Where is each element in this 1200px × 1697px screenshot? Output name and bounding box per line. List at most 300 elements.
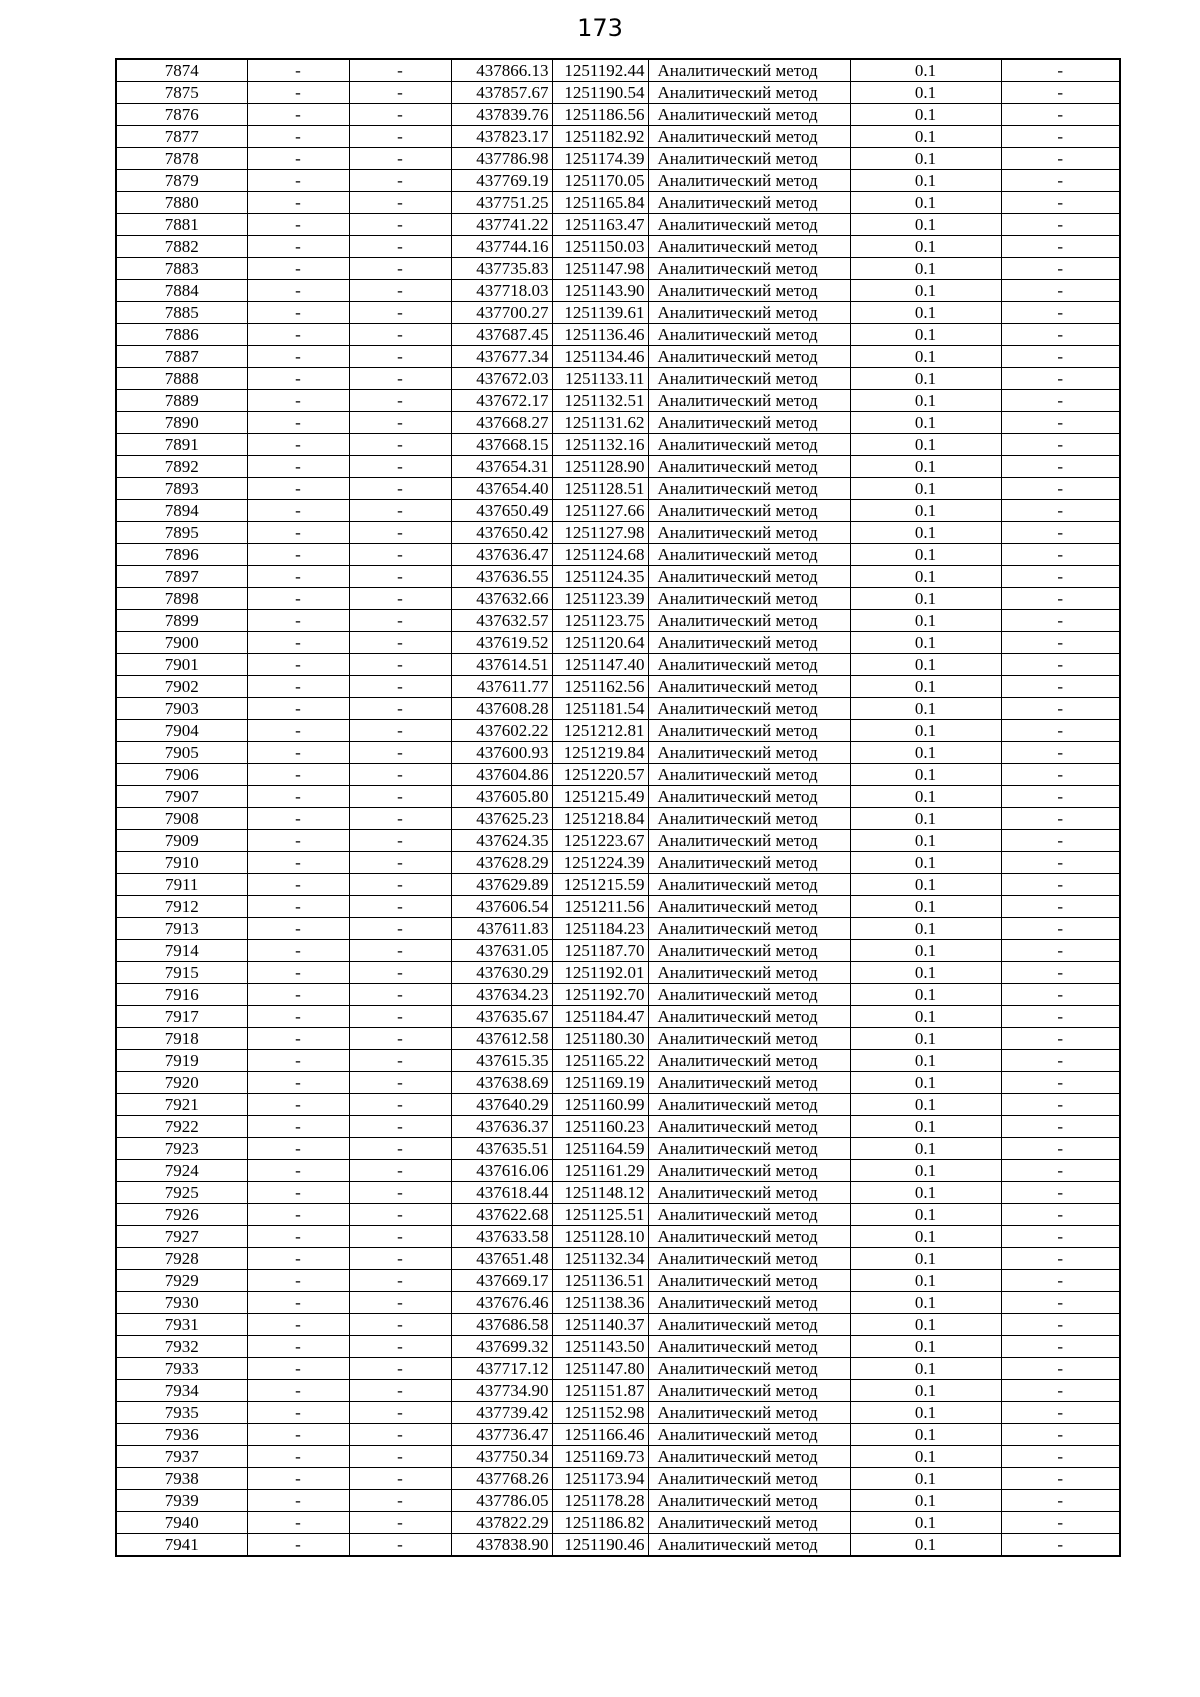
cell-col-8: - — [1001, 984, 1120, 1006]
table-row — [116, 1072, 1120, 1094]
cell-x-coordinate: 437769.19 — [451, 170, 552, 192]
cell-point-number: 7936 — [116, 1424, 247, 1446]
cell-col-3: - — [349, 368, 451, 390]
cell-method: Аналитический метод — [648, 1028, 850, 1050]
cell-x-coordinate: 437786.05 — [451, 1490, 552, 1512]
table-row — [116, 434, 1120, 456]
table-row — [116, 324, 1120, 346]
coordinates-table — [115, 58, 1121, 1557]
cell-point-number: 7888 — [116, 368, 247, 390]
cell-method: Аналитический метод — [648, 390, 850, 412]
cell-x-coordinate: 437638.69 — [451, 1072, 552, 1094]
cell-y-coordinate: 1251187.70 — [552, 940, 648, 962]
cell-x-coordinate: 437632.66 — [451, 588, 552, 610]
cell-method: Аналитический метод — [648, 478, 850, 500]
cell-col-2: - — [247, 808, 349, 830]
cell-method: Аналитический метод — [648, 852, 850, 874]
cell-col-2: - — [247, 500, 349, 522]
cell-x-coordinate: 437619.52 — [451, 632, 552, 654]
table-row — [116, 1050, 1120, 1072]
cell-method: Аналитический метод — [648, 896, 850, 918]
table-row — [116, 214, 1120, 236]
cell-method: Аналитический метод — [648, 1160, 850, 1182]
cell-col-2: - — [247, 610, 349, 632]
cell-accuracy: 0.1 — [850, 280, 1001, 302]
cell-col-8: - — [1001, 434, 1120, 456]
cell-col-8: - — [1001, 610, 1120, 632]
cell-accuracy: 0.1 — [850, 104, 1001, 126]
cell-accuracy: 0.1 — [850, 1204, 1001, 1226]
table-row — [116, 1006, 1120, 1028]
cell-point-number: 7879 — [116, 170, 247, 192]
cell-point-number: 7940 — [116, 1512, 247, 1534]
cell-col-8: - — [1001, 742, 1120, 764]
cell-point-number: 7878 — [116, 148, 247, 170]
cell-point-number: 7916 — [116, 984, 247, 1006]
cell-col-3: - — [349, 258, 451, 280]
cell-point-number: 7876 — [116, 104, 247, 126]
cell-col-8: - — [1001, 148, 1120, 170]
cell-col-3: - — [349, 1358, 451, 1380]
table-row — [116, 1358, 1120, 1380]
cell-method: Аналитический метод — [648, 698, 850, 720]
cell-method: Аналитический метод — [648, 1182, 850, 1204]
cell-y-coordinate: 1251192.44 — [552, 59, 648, 82]
cell-col-2: - — [247, 1270, 349, 1292]
cell-col-3: - — [349, 742, 451, 764]
cell-method: Аналитический метод — [648, 1248, 850, 1270]
cell-method: Аналитический метод — [648, 522, 850, 544]
cell-y-coordinate: 1251134.46 — [552, 346, 648, 368]
cell-x-coordinate: 437633.58 — [451, 1226, 552, 1248]
cell-x-coordinate: 437608.28 — [451, 698, 552, 720]
cell-method: Аналитический метод — [648, 1534, 850, 1557]
cell-method: Аналитический метод — [648, 1226, 850, 1248]
cell-method: Аналитический метод — [648, 59, 850, 82]
cell-y-coordinate: 1251140.37 — [552, 1314, 648, 1336]
cell-y-coordinate: 1251169.19 — [552, 1072, 648, 1094]
cell-point-number: 7890 — [116, 412, 247, 434]
table-row — [116, 566, 1120, 588]
cell-accuracy: 0.1 — [850, 1512, 1001, 1534]
cell-x-coordinate: 437839.76 — [451, 104, 552, 126]
cell-col-8: - — [1001, 896, 1120, 918]
cell-col-8: - — [1001, 654, 1120, 676]
cell-col-3: - — [349, 962, 451, 984]
cell-col-3: - — [349, 1204, 451, 1226]
cell-method: Аналитический метод — [648, 720, 850, 742]
cell-x-coordinate: 437739.42 — [451, 1402, 552, 1424]
cell-point-number: 7897 — [116, 566, 247, 588]
cell-method: Аналитический метод — [648, 1292, 850, 1314]
cell-accuracy: 0.1 — [850, 786, 1001, 808]
cell-col-2: - — [247, 720, 349, 742]
cell-method: Аналитический метод — [648, 1446, 850, 1468]
cell-y-coordinate: 1251132.51 — [552, 390, 648, 412]
table-row — [116, 1490, 1120, 1512]
cell-col-8: - — [1001, 1292, 1120, 1314]
cell-y-coordinate: 1251186.56 — [552, 104, 648, 126]
cell-method: Аналитический метод — [648, 764, 850, 786]
cell-x-coordinate: 437686.58 — [451, 1314, 552, 1336]
cell-y-coordinate: 1251169.73 — [552, 1446, 648, 1468]
table-row — [116, 808, 1120, 830]
cell-point-number: 7899 — [116, 610, 247, 632]
cell-col-8: - — [1001, 1358, 1120, 1380]
cell-x-coordinate: 437634.23 — [451, 984, 552, 1006]
cell-col-8: - — [1001, 1050, 1120, 1072]
cell-accuracy: 0.1 — [850, 896, 1001, 918]
table-row — [116, 742, 1120, 764]
table-row — [116, 1512, 1120, 1534]
cell-col-8: - — [1001, 456, 1120, 478]
cell-col-2: - — [247, 1160, 349, 1182]
page-number: 173 — [577, 14, 623, 42]
cell-col-3: - — [349, 126, 451, 148]
cell-point-number: 7913 — [116, 918, 247, 940]
cell-accuracy: 0.1 — [850, 984, 1001, 1006]
cell-col-2: - — [247, 1336, 349, 1358]
cell-col-3: - — [349, 302, 451, 324]
cell-method: Аналитический метод — [648, 984, 850, 1006]
cell-y-coordinate: 1251138.36 — [552, 1292, 648, 1314]
cell-col-2: - — [247, 830, 349, 852]
table-row — [116, 1402, 1120, 1424]
cell-col-2: - — [247, 698, 349, 720]
table-row — [116, 1314, 1120, 1336]
cell-method: Аналитический метод — [648, 170, 850, 192]
cell-col-2: - — [247, 302, 349, 324]
cell-col-3: - — [349, 940, 451, 962]
cell-col-8: - — [1001, 1270, 1120, 1292]
cell-y-coordinate: 1251139.61 — [552, 302, 648, 324]
cell-method: Аналитический метод — [648, 1072, 850, 1094]
cell-accuracy: 0.1 — [850, 59, 1001, 82]
cell-x-coordinate: 437654.31 — [451, 456, 552, 478]
cell-point-number: 7919 — [116, 1050, 247, 1072]
cell-col-3: - — [349, 390, 451, 412]
cell-point-number: 7917 — [116, 1006, 247, 1028]
cell-y-coordinate: 1251152.98 — [552, 1402, 648, 1424]
cell-x-coordinate: 437629.89 — [451, 874, 552, 896]
cell-col-2: - — [247, 1072, 349, 1094]
cell-point-number: 7932 — [116, 1336, 247, 1358]
cell-y-coordinate: 1251165.22 — [552, 1050, 648, 1072]
cell-accuracy: 0.1 — [850, 324, 1001, 346]
table-row — [116, 896, 1120, 918]
cell-y-coordinate: 1251186.82 — [552, 1512, 648, 1534]
cell-col-8: - — [1001, 1402, 1120, 1424]
cell-accuracy: 0.1 — [850, 654, 1001, 676]
cell-col-8: - — [1001, 698, 1120, 720]
cell-col-2: - — [247, 170, 349, 192]
cell-x-coordinate: 437677.34 — [451, 346, 552, 368]
cell-col-8: - — [1001, 786, 1120, 808]
cell-col-8: - — [1001, 1446, 1120, 1468]
cell-point-number: 7914 — [116, 940, 247, 962]
cell-x-coordinate: 437640.29 — [451, 1094, 552, 1116]
cell-x-coordinate: 437786.98 — [451, 148, 552, 170]
cell-accuracy: 0.1 — [850, 1028, 1001, 1050]
cell-y-coordinate: 1251190.46 — [552, 1534, 648, 1557]
cell-method: Аналитический метод — [648, 104, 850, 126]
cell-x-coordinate: 437751.25 — [451, 192, 552, 214]
cell-col-3: - — [349, 1424, 451, 1446]
cell-col-3: - — [349, 896, 451, 918]
cell-col-3: - — [349, 478, 451, 500]
cell-y-coordinate: 1251128.51 — [552, 478, 648, 500]
cell-method: Аналитический метод — [648, 1380, 850, 1402]
cell-col-3: - — [349, 874, 451, 896]
cell-x-coordinate: 437672.17 — [451, 390, 552, 412]
cell-col-3: - — [349, 59, 451, 82]
cell-x-coordinate: 437600.93 — [451, 742, 552, 764]
cell-point-number: 7874 — [116, 59, 247, 82]
cell-y-coordinate: 1251150.03 — [552, 236, 648, 258]
cell-col-8: - — [1001, 874, 1120, 896]
cell-accuracy: 0.1 — [850, 720, 1001, 742]
cell-x-coordinate: 437700.27 — [451, 302, 552, 324]
cell-col-3: - — [349, 852, 451, 874]
cell-x-coordinate: 437668.27 — [451, 412, 552, 434]
table-row — [116, 390, 1120, 412]
cell-method: Аналитический метод — [648, 1358, 850, 1380]
cell-accuracy: 0.1 — [850, 1534, 1001, 1557]
cell-accuracy: 0.1 — [850, 1446, 1001, 1468]
cell-method: Аналитический метод — [648, 676, 850, 698]
cell-method: Аналитический метод — [648, 1270, 850, 1292]
cell-method: Аналитический метод — [648, 962, 850, 984]
cell-accuracy: 0.1 — [850, 82, 1001, 104]
cell-method: Аналитический метод — [648, 214, 850, 236]
cell-point-number: 7875 — [116, 82, 247, 104]
cell-y-coordinate: 1251131.62 — [552, 412, 648, 434]
cell-point-number: 7929 — [116, 1270, 247, 1292]
cell-col-3: - — [349, 148, 451, 170]
cell-col-8: - — [1001, 1314, 1120, 1336]
cell-y-coordinate: 1251215.49 — [552, 786, 648, 808]
cell-y-coordinate: 1251184.23 — [552, 918, 648, 940]
cell-point-number: 7933 — [116, 1358, 247, 1380]
cell-col-3: - — [349, 1270, 451, 1292]
cell-x-coordinate: 437654.40 — [451, 478, 552, 500]
table-row — [116, 104, 1120, 126]
cell-method: Аналитический метод — [648, 412, 850, 434]
cell-point-number: 7941 — [116, 1534, 247, 1557]
cell-accuracy: 0.1 — [850, 1072, 1001, 1094]
cell-accuracy: 0.1 — [850, 434, 1001, 456]
table-row — [116, 1380, 1120, 1402]
cell-col-2: - — [247, 1314, 349, 1336]
cell-col-2: - — [247, 1380, 349, 1402]
cell-col-8: - — [1001, 1512, 1120, 1534]
cell-accuracy: 0.1 — [850, 1138, 1001, 1160]
cell-accuracy: 0.1 — [850, 456, 1001, 478]
cell-x-coordinate: 437717.12 — [451, 1358, 552, 1380]
cell-x-coordinate: 437625.23 — [451, 808, 552, 830]
table-row — [116, 170, 1120, 192]
cell-method: Аналитический метод — [648, 1336, 850, 1358]
cell-accuracy: 0.1 — [850, 1050, 1001, 1072]
cell-col-2: - — [247, 786, 349, 808]
cell-x-coordinate: 437736.47 — [451, 1424, 552, 1446]
cell-method: Аналитический метод — [648, 1402, 850, 1424]
cell-accuracy: 0.1 — [850, 1402, 1001, 1424]
cell-accuracy: 0.1 — [850, 742, 1001, 764]
cell-x-coordinate: 437630.29 — [451, 962, 552, 984]
cell-y-coordinate: 1251160.23 — [552, 1116, 648, 1138]
cell-accuracy: 0.1 — [850, 1380, 1001, 1402]
cell-x-coordinate: 437622.68 — [451, 1204, 552, 1226]
cell-col-3: - — [349, 984, 451, 1006]
cell-x-coordinate: 437822.29 — [451, 1512, 552, 1534]
table-row — [116, 1094, 1120, 1116]
cell-col-8: - — [1001, 1380, 1120, 1402]
cell-col-8: - — [1001, 214, 1120, 236]
cell-accuracy: 0.1 — [850, 1424, 1001, 1446]
cell-col-3: - — [349, 104, 451, 126]
cell-col-3: - — [349, 82, 451, 104]
cell-accuracy: 0.1 — [850, 566, 1001, 588]
cell-method: Аналитический метод — [648, 1314, 850, 1336]
cell-point-number: 7887 — [116, 346, 247, 368]
cell-col-3: - — [349, 544, 451, 566]
cell-col-2: - — [247, 148, 349, 170]
cell-x-coordinate: 437744.16 — [451, 236, 552, 258]
table-row — [116, 764, 1120, 786]
cell-col-3: - — [349, 786, 451, 808]
cell-method: Аналитический метод — [648, 808, 850, 830]
cell-col-2: - — [247, 1402, 349, 1424]
cell-accuracy: 0.1 — [850, 500, 1001, 522]
cell-y-coordinate: 1251128.10 — [552, 1226, 648, 1248]
cell-col-2: - — [247, 1446, 349, 1468]
cell-col-8: - — [1001, 258, 1120, 280]
cell-col-3: - — [349, 1006, 451, 1028]
cell-col-2: - — [247, 1490, 349, 1512]
cell-method: Аналитический метод — [648, 588, 850, 610]
cell-col-8: - — [1001, 390, 1120, 412]
cell-method: Аналитический метод — [648, 742, 850, 764]
cell-accuracy: 0.1 — [850, 1006, 1001, 1028]
cell-col-8: - — [1001, 302, 1120, 324]
cell-col-8: - — [1001, 1490, 1120, 1512]
table-row — [116, 588, 1120, 610]
cell-accuracy: 0.1 — [850, 258, 1001, 280]
cell-col-3: - — [349, 654, 451, 676]
cell-y-coordinate: 1251143.50 — [552, 1336, 648, 1358]
cell-accuracy: 0.1 — [850, 236, 1001, 258]
cell-col-8: - — [1001, 830, 1120, 852]
cell-accuracy: 0.1 — [850, 1248, 1001, 1270]
cell-x-coordinate: 437838.90 — [451, 1534, 552, 1557]
cell-accuracy: 0.1 — [850, 544, 1001, 566]
cell-col-2: - — [247, 940, 349, 962]
table-row — [116, 852, 1120, 874]
cell-col-2: - — [247, 346, 349, 368]
cell-method: Аналитический метод — [648, 236, 850, 258]
cell-point-number: 7905 — [116, 742, 247, 764]
cell-col-3: - — [349, 170, 451, 192]
cell-col-2: - — [247, 764, 349, 786]
cell-y-coordinate: 1251220.57 — [552, 764, 648, 786]
cell-y-coordinate: 1251160.99 — [552, 1094, 648, 1116]
cell-x-coordinate: 437636.55 — [451, 566, 552, 588]
cell-method: Аналитический метод — [648, 500, 850, 522]
cell-x-coordinate: 437618.44 — [451, 1182, 552, 1204]
cell-col-3: - — [349, 412, 451, 434]
cell-col-2: - — [247, 1204, 349, 1226]
table-row — [116, 500, 1120, 522]
table-row — [116, 412, 1120, 434]
cell-y-coordinate: 1251132.34 — [552, 1248, 648, 1270]
cell-accuracy: 0.1 — [850, 368, 1001, 390]
cell-accuracy: 0.1 — [850, 610, 1001, 632]
cell-accuracy: 0.1 — [850, 1270, 1001, 1292]
cell-method: Аналитический метод — [648, 1094, 850, 1116]
cell-accuracy: 0.1 — [850, 940, 1001, 962]
cell-col-8: - — [1001, 1116, 1120, 1138]
cell-y-coordinate: 1251165.84 — [552, 192, 648, 214]
cell-accuracy: 0.1 — [850, 764, 1001, 786]
table-row — [116, 830, 1120, 852]
cell-accuracy: 0.1 — [850, 918, 1001, 940]
cell-point-number: 7930 — [116, 1292, 247, 1314]
cell-col-2: - — [247, 126, 349, 148]
cell-x-coordinate: 437636.47 — [451, 544, 552, 566]
cell-method: Аналитический метод — [648, 148, 850, 170]
cell-col-2: - — [247, 324, 349, 346]
cell-col-3: - — [349, 214, 451, 236]
cell-point-number: 7904 — [116, 720, 247, 742]
cell-y-coordinate: 1251163.47 — [552, 214, 648, 236]
cell-col-2: - — [247, 1226, 349, 1248]
cell-col-2: - — [247, 742, 349, 764]
cell-col-2: - — [247, 962, 349, 984]
table-row — [116, 1336, 1120, 1358]
table-row — [116, 302, 1120, 324]
cell-col-2: - — [247, 544, 349, 566]
cell-col-8: - — [1001, 1094, 1120, 1116]
table-row — [116, 698, 1120, 720]
cell-x-coordinate: 437615.35 — [451, 1050, 552, 1072]
cell-x-coordinate: 437768.26 — [451, 1468, 552, 1490]
cell-point-number: 7883 — [116, 258, 247, 280]
cell-col-2: - — [247, 852, 349, 874]
cell-col-2: - — [247, 632, 349, 654]
cell-col-2: - — [247, 214, 349, 236]
cell-col-3: - — [349, 324, 451, 346]
table-row — [116, 522, 1120, 544]
cell-col-2: - — [247, 1006, 349, 1028]
cell-point-number: 7907 — [116, 786, 247, 808]
cell-x-coordinate: 437699.32 — [451, 1336, 552, 1358]
cell-accuracy: 0.1 — [850, 852, 1001, 874]
cell-method: Аналитический метод — [648, 82, 850, 104]
cell-y-coordinate: 1251164.59 — [552, 1138, 648, 1160]
table-row — [116, 940, 1120, 962]
cell-y-coordinate: 1251218.84 — [552, 808, 648, 830]
cell-y-coordinate: 1251124.68 — [552, 544, 648, 566]
cell-accuracy: 0.1 — [850, 126, 1001, 148]
cell-y-coordinate: 1251192.01 — [552, 962, 648, 984]
cell-method: Аналитический метод — [648, 1490, 850, 1512]
cell-y-coordinate: 1251211.56 — [552, 896, 648, 918]
cell-x-coordinate: 437857.67 — [451, 82, 552, 104]
cell-col-8: - — [1001, 544, 1120, 566]
cell-col-8: - — [1001, 1072, 1120, 1094]
cell-x-coordinate: 437605.80 — [451, 786, 552, 808]
